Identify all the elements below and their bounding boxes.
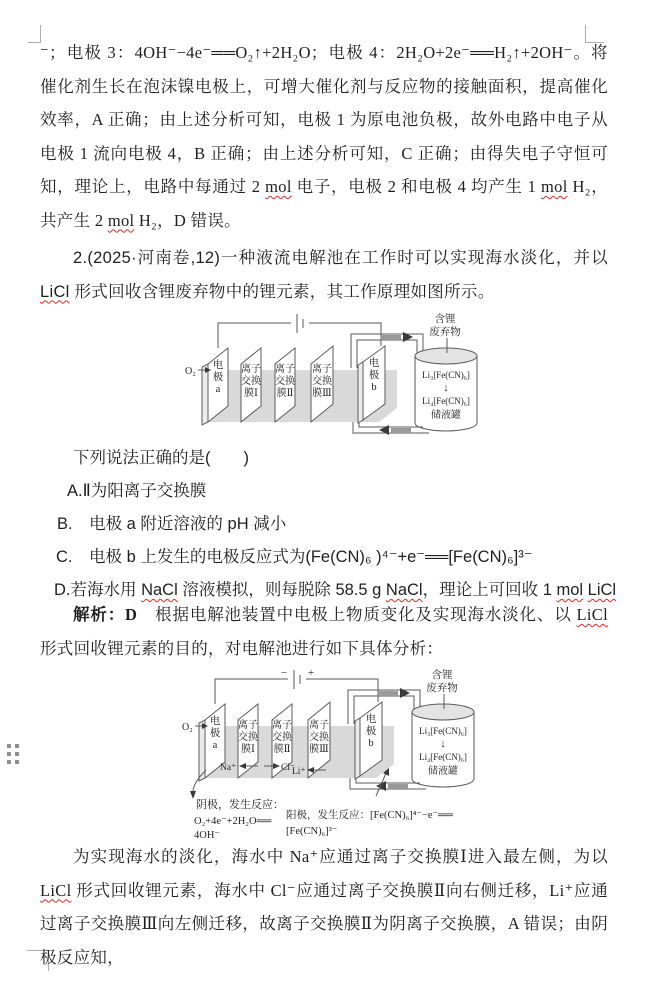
svg-text:电: 电 [365,714,377,725]
option-c: C. 电极 b 上发生的电极反应式为(Fe(CN)₆ )⁴⁻+e⁻══[Fe(CN)₆]³⁻ [56,548,533,566]
svg-text:↓: ↓ [440,738,446,750]
svg-text:Li₃[Fe(CN)₆]: Li₃[Fe(CN)₆] [419,726,467,736]
svg-text:极: 极 [212,372,224,383]
svg-text:膜Ⅰ: 膜Ⅰ [244,388,258,399]
svg-text:离子: 离子 [312,364,332,375]
svg-text:b: b [371,382,377,393]
paragraph-solution-1: ⁻；电极 3：4OH⁻−4e⁻══O₂↑+2H₂O；电极 4：2H₂O+2e⁻══H₂↑+2OH⁻。将催化剂生长在泡沫镍电极上，可增大催化剂与反应物的接触面积，提高催化效率，A 正确；由上述分析可知，电极 1 为原电池负极，故外电路中电子从电极 1 流向电极 4，B 正确；由上述分析可知，C 正确；由得失电子守恒可知，理论上，电路中每通过 2 mol 电子，电极 2 和电极 4 均产生 1 mol H₂，共产生 2 mol H₂，D 错误。 [40,43,608,230]
svg-text:膜Ⅱ: 膜Ⅱ [273,744,291,755]
svg-text:离子: 离子 [275,364,295,375]
svg-text:电: 电 [209,716,221,727]
svg-text:废弃物: 废弃物 [429,327,461,338]
lithium-waste-label [426,668,458,709]
svg-text:离子: 离子 [238,720,258,731]
paragraph-analysis: 解析：D 根据电解池装置中电极上物质变化及实现海水淡化、以 LiCl 形式回收锂元素的目的，对电解池进行如下具体分析： [40,605,608,658]
svg-text:b: b [368,738,374,749]
svg-text:Cl⁻: Cl⁻ [281,763,295,773]
svg-text:4OH⁻: 4OH⁻ [194,830,220,841]
svg-text:极: 极 [368,370,380,381]
svg-text:离子: 离子 [309,720,329,731]
svg-text:[Fe(CN)₆]³⁻: [Fe(CN)₆]³⁻ [286,826,338,837]
svg-text:↓: ↓ [443,382,449,394]
svg-text:废弃物: 废弃物 [426,683,458,694]
svg-text:交换: 交换 [275,376,295,387]
drag-handle[interactable] [7,744,19,764]
figure-electrolysis-cell-1 [183,310,493,445]
option-a: A.Ⅱ为阳离子交换膜 [67,482,207,500]
svg-text:O₂+4e⁻+2H₂O══: O₂+4e⁻+2H₂O══ [194,816,272,827]
svg-text:Li⁺: Li⁺ [292,767,306,777]
paragraph-analysis-detail: 为实现海水的淡化，海水中 Na⁺应通过离子交换膜Ⅰ进入最左侧，为以 LiCl 形式回收锂元素，海水中 Cl⁻应通过离子交换膜Ⅱ向右侧迁移，Li⁺应通过离子交换膜Ⅲ向左侧迁移，故离子交换膜Ⅱ为阴离子交换膜，A 错误；由阴极反应知， [40,847,608,967]
svg-text:a: a [215,384,221,395]
option-d: D.若海水用 NaCl 溶液模拟，则每脱除 58.5 g NaCl，理论上可回收 1 mol LiCl [54,581,617,599]
svg-text:a: a [212,740,218,751]
lithium-waste-label [429,312,461,353]
svg-text:阴极，发生反应：: 阴极，发生反应： [196,799,284,811]
svg-text:交换: 交换 [312,376,332,387]
svg-text:Li₄[Fe(CN)₆]: Li₄[Fe(CN)₆] [419,752,467,762]
svg-text:离子: 离子 [272,720,292,731]
svg-text:含锂: 含锂 [434,314,456,325]
electrolysis-diagram-1 [183,310,493,440]
svg-text:储液罐: 储液罐 [428,766,458,777]
svg-text:储液罐: 储液罐 [431,410,461,421]
svg-text:膜Ⅱ: 膜Ⅱ [276,388,294,399]
svg-text:阳极，发生反应：[Fe(CN)₆]⁴⁻−e⁻══: 阳极，发生反应：[Fe(CN)₆]⁴⁻−e⁻══ [286,810,453,821]
svg-text:Na⁺: Na⁺ [220,763,237,773]
svg-text:O₂: O₂ [182,722,193,733]
svg-text:Li₃[Fe(CN)₆]: Li₃[Fe(CN)₆] [422,370,470,380]
svg-text:极: 极 [209,728,221,739]
svg-text:极: 极 [365,726,377,737]
svg-text:Li₄[Fe(CN)₆]: Li₄[Fe(CN)₆] [422,396,470,406]
paragraph-question-2-intro: 2.(2025·河南卷,12)一种液流电解池在工作时可以实现海水淡化，并以 LiCl 形式回收含锂废弃物中的锂元素，其工作原理如图所示。 [40,249,608,301]
question-stem: 下列说法正确的是( ) [73,449,249,467]
battery-minus-label: − [280,667,288,679]
storage-tank [412,704,474,787]
svg-text:膜Ⅰ: 膜Ⅰ [241,744,255,755]
svg-text:电: 电 [368,358,380,369]
svg-text:O₂: O₂ [185,366,196,377]
electrolysis-diagram-2 [180,666,500,844]
option-b: B. 电极 a 附近溶液的 pH 减小 [57,515,287,533]
svg-text:交换: 交换 [241,376,261,387]
svg-text:含锂: 含锂 [431,670,453,681]
cathode-annotation [190,770,284,841]
svg-text:膜Ⅲ: 膜Ⅲ [312,388,332,399]
battery-plus-label: + [307,667,315,679]
svg-text:离子: 离子 [241,364,261,375]
figure-electrolysis-cell-2 [180,666,500,849]
svg-text:膜Ⅲ: 膜Ⅲ [309,744,329,755]
svg-text:电: 电 [212,360,224,371]
svg-text:交换: 交换 [309,732,329,743]
svg-text:交换: 交换 [238,732,258,743]
storage-tank [415,348,477,431]
svg-text:交换: 交换 [272,732,292,743]
